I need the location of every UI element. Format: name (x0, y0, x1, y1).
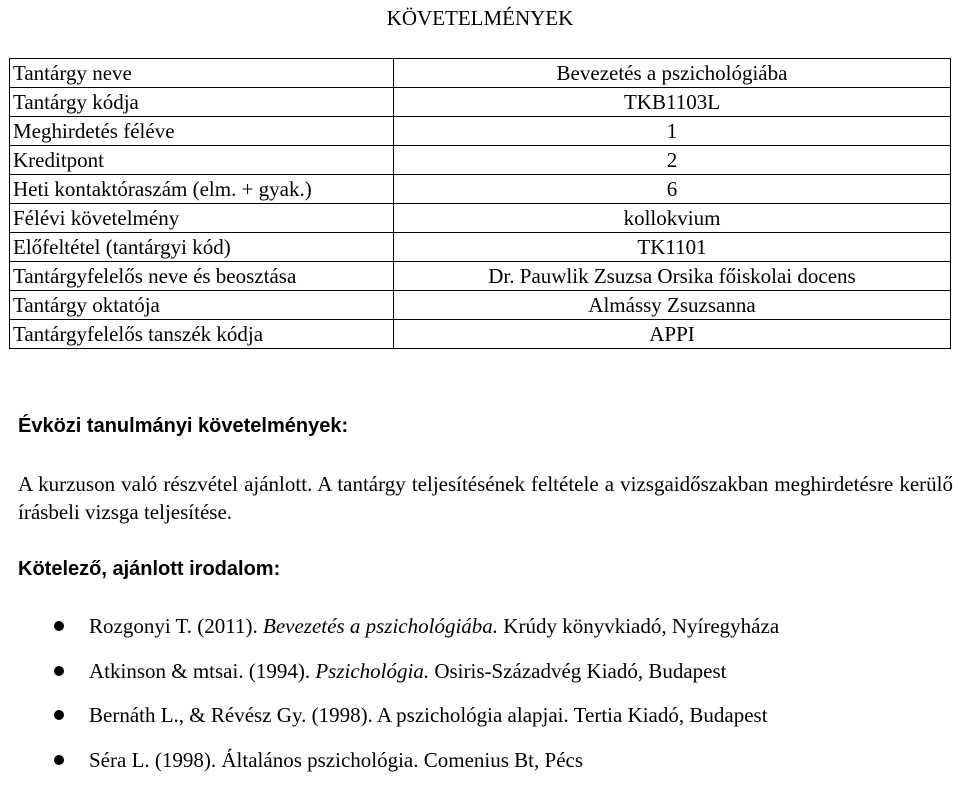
requirements-heading: Évközi tanulmányi követelmények: (18, 414, 348, 438)
reference-title: Pszichológia. (315, 659, 429, 683)
row-value: kollokvium (394, 204, 951, 233)
reference-title: Bevezetés a pszichológiába. (263, 614, 498, 638)
bullet-icon (54, 710, 64, 720)
row-label: Heti kontaktóraszám (elm. + gyak.) (10, 175, 394, 204)
row-label: Kreditpont (10, 146, 394, 175)
reference-text: Bernáth L., & Révész Gy. (1998). A pszichológia alapjai. Tertia Kiadó, Budapest (89, 703, 768, 727)
row-label: Tantárgy neve (10, 59, 394, 88)
list-item (0, 746, 779, 790)
table-row (10, 320, 951, 349)
row-value: TK1101 (394, 233, 951, 262)
row-value: Dr. Pauwlik Zsuzsa Orsika főiskolai docens (394, 262, 951, 291)
reference-publisher: Krúdy könyvkiadó, Nyíregyháza (498, 614, 779, 638)
row-label: Tantárgyfelelős neve és beosztása (10, 262, 394, 291)
row-value: TKB1103L (394, 88, 951, 117)
row-value: Bevezetés a pszichológiába (394, 59, 951, 88)
table-row (10, 233, 951, 262)
row-label: Meghirdetés féléve (10, 117, 394, 146)
row-value: Almássy Zsuzsanna (394, 291, 951, 320)
table-row (10, 204, 951, 233)
literature-heading: Kötelező, ajánlott irodalom: (18, 557, 280, 581)
table-row (10, 146, 951, 175)
row-value: 2 (394, 146, 951, 175)
table-row (10, 117, 951, 146)
reference-text: Rozgonyi T. (2011). (89, 614, 263, 638)
row-value: 6 (394, 175, 951, 204)
course-info-table (9, 58, 951, 349)
bullet-icon (54, 755, 64, 765)
row-label: Tantárgy oktatója (10, 291, 394, 320)
row-label: Tantárgy kódja (10, 88, 394, 117)
reference-text: Séra L. (1998). Általános pszichológia. Comenius Bt, Pécs (89, 748, 583, 772)
requirements-text: A kurzuson való részvétel ajánlott. A tantárgy teljesítésének feltétele a vizsgaidőszakban meghirdetésre kerülő írásbeli vizsga teljesítése. (18, 470, 953, 526)
list-item (0, 612, 779, 657)
row-label: Félévi követelmény (10, 204, 394, 233)
table-row (10, 262, 951, 291)
list-item (0, 701, 779, 746)
reference-list (0, 612, 779, 790)
table-row (10, 291, 951, 320)
bullet-icon (54, 621, 64, 631)
row-value: APPI (394, 320, 951, 349)
table-row (10, 175, 951, 204)
reference-publisher: Osiris-Századvég Kiadó, Budapest (429, 659, 726, 683)
bullet-icon (54, 666, 64, 676)
table-row (10, 88, 951, 117)
page-title: KÖVETELMÉNYEK (0, 6, 960, 30)
row-value: 1 (394, 117, 951, 146)
reference-text: Atkinson & mtsai. (1994). (89, 659, 315, 683)
row-label: Előfeltétel (tantárgyi kód) (10, 233, 394, 262)
list-item (0, 657, 779, 702)
row-label: Tantárgyfelelős tanszék kódja (10, 320, 394, 349)
table-row (10, 59, 951, 88)
